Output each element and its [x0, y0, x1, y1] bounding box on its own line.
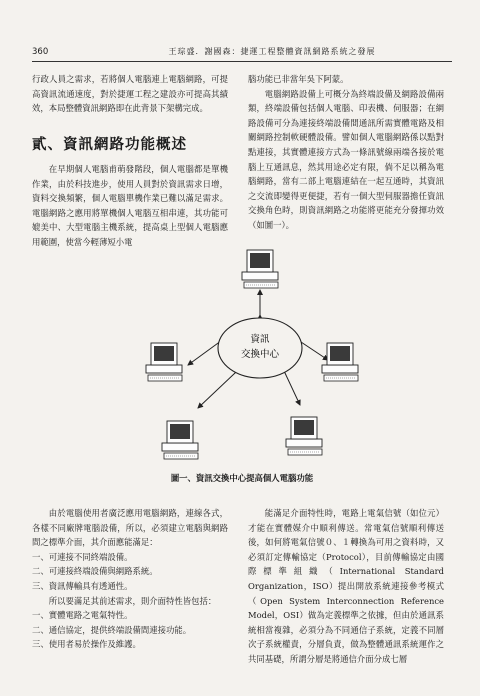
paragraph: 由於電腦使用者廣泛應用電腦網路，連線各式，各樣不同廠牌電腦設備，所以，必須建立電腦與網路間之標準介面，其介面應能滿足：: [32, 508, 228, 548]
computer-icon: [162, 421, 198, 459]
section-heading: 貳、資訊網路功能概述: [32, 137, 187, 153]
link-line: [198, 373, 235, 408]
exchange-center-ellipse: [218, 318, 302, 378]
center-label-line2: 交換中心: [240, 349, 280, 360]
list-item: 二、通信協定，提供終端設備間連接功能。: [32, 624, 192, 635]
page-number: 360: [32, 47, 49, 57]
needs-list: [32, 550, 228, 594]
figure-caption: 圖一、資訊交換中心提高個人電腦功能: [170, 473, 314, 483]
header-rule: [32, 61, 452, 62]
computer-icon: [242, 250, 278, 288]
center-label-line1: 資訊: [250, 334, 270, 345]
list-item: 一、可連接不同終端設備。: [32, 551, 133, 562]
paragraph: 電腦網路設備上可概分為終端設備及網路設備兩類，終端設備包括個人電腦、印表機、伺服器；在網路設備可分為連接終端設備間通訊所需實體電路及相關網路控制軟硬體設備。譬如個人電腦網路係以點對點連接，其實體連接方式為一條訊號線兩端各接於電腦上互通訊息，然其用途必定有限，倘不足以稱為電腦網路，當有二部上電腦連結在一起互通時，其資訊之交流即變得更便捷，若有一個大型伺服器擔任資訊交換角色時，則資訊網路之功能將更能充分發揮功效（如圖一）。: [248, 88, 444, 230]
paragraph: 在早期個人電腦甫萌發階段，個人電腦都是單機作業，由於科技進步，使用人員對於資訊需求日增，資料交換頻繁，個人電腦單機作業已難以滿足需求。電腦網路之應用將單機個人電腦互相串連，其功能可媲美中、大型電腦主機系統，提高桌上型個人電腦應用範圍，使當今輕薄短小電: [32, 164, 228, 247]
computer-icon: [322, 343, 358, 381]
right-column-top: [248, 72, 444, 233]
running-head-title: 王琮盛．謝國森：捷運工程整體資訊網路系統之發展: [168, 47, 376, 56]
paragraph: 行政人員之需求，若將個人電腦連上電腦網路，可提高資訊流通速度，對於捷運工程之建設亦可提高其績效，本局整體資訊網路即在此背景下架構完成。: [32, 74, 228, 114]
list-item: 三、使用者易於操作及維護。: [32, 639, 141, 650]
computer-icon: [286, 417, 322, 455]
left-column-middle: [32, 162, 228, 250]
paragraph: 腦功能已非當年吳下阿蒙。: [248, 74, 349, 84]
left-column-top: [32, 72, 228, 116]
features-list: [32, 608, 228, 652]
computer-icon: [146, 343, 182, 381]
paragraph: 所以要滿足其前述需求，則介面特性皆包括：: [48, 595, 217, 606]
running-header: [32, 44, 452, 60]
list-item: 三、資訊傳輸具有透通性。: [32, 580, 133, 591]
left-column-bottom: [32, 506, 228, 652]
list-item: 二、可連接終端設備與網路系統。: [32, 566, 158, 577]
network-diagram: [140, 245, 380, 467]
list-item: 一、實體電路之電氣特性。: [32, 610, 133, 621]
link-line: [285, 373, 300, 405]
paragraph: 能滿足介面特性時，電路上電氣信號（如位元）才能在實體媒介中順利傳送。常電氣信號順利傳送後，如何將電氣信號０、１轉換為可用之資料時，又必須訂定傳輸協定（Protocol），目前傳輸協定由國際標準組織（International Standard Organization，ISO）提出開放系統連接參考模式（Open System Interconnection Reference Model，OSI）做為定義標準之依據，但由於通訊系統相當複雜，必須分為不同通信子系統，定義不同層次子系統權責，分層負責，做為整體通訊系統運作之共同基礎，所謂分層是將通信介面分成七層: [248, 508, 444, 664]
right-column-bottom: [248, 506, 444, 667]
